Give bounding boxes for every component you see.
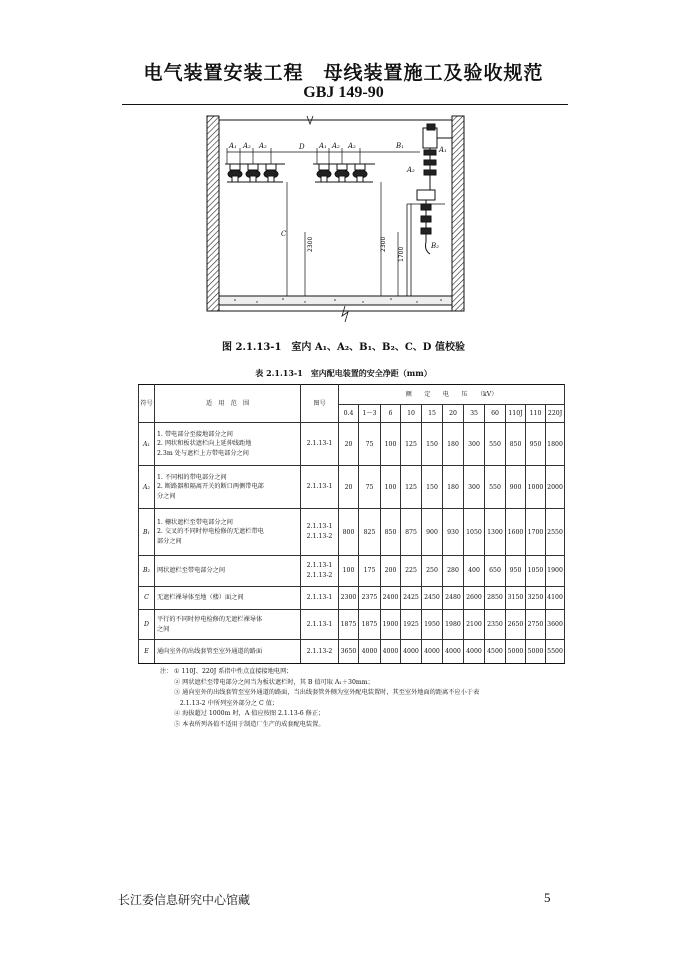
- label-a2-mid-b: A₂: [348, 142, 356, 150]
- clearance-value: 950: [506, 556, 526, 586]
- label-a2-left-b: A₂: [259, 142, 267, 150]
- clearance-value: 2400: [381, 586, 401, 610]
- clearance-value: 2550: [546, 509, 565, 556]
- header-voltage: 10: [401, 405, 422, 423]
- scope-line: 通向室外的出线套管至室外通道的路面: [157, 647, 263, 655]
- row-scope: [155, 640, 301, 664]
- clearance-value: 2650: [506, 610, 526, 640]
- header-voltage: 15: [422, 405, 443, 423]
- scope-line: 2.3m 处与遮栏上方带电部分之间: [157, 449, 249, 457]
- note-text: ④ 海拔超过 1000m 时，A 值应按图 2.1.13-6 修正；: [174, 710, 325, 717]
- clearance-value: 2480: [443, 586, 464, 610]
- right-wall: [452, 116, 464, 311]
- clearance-value: 2600: [464, 586, 485, 610]
- label-2300-a: 2300: [307, 236, 314, 252]
- clearance-value: 1700: [526, 509, 546, 556]
- clearance-value: 1000: [526, 466, 546, 509]
- row-figure-ref: [301, 610, 339, 640]
- scope-line: 1. 不同相的带电部分之间: [157, 473, 227, 481]
- figure-ref-line: 2.1.13-1: [306, 593, 333, 601]
- top-dimension-lines: [227, 148, 420, 164]
- clearance-value: 2300: [339, 586, 359, 610]
- clearance-value: 850: [381, 509, 401, 556]
- wall-bushing-assembly: [417, 124, 452, 254]
- page-number: 5: [544, 890, 551, 905]
- scope-line: 1. 栅状遮栏至带电部分之间: [157, 518, 233, 526]
- clearance-value: 4000: [464, 640, 485, 664]
- row-figure-ref: [301, 466, 339, 509]
- label-a2-left-a: A₂: [243, 142, 251, 150]
- row-scope: [155, 610, 301, 640]
- label-a1-mid: A₁: [319, 142, 327, 150]
- clearance-value: 875: [401, 509, 422, 556]
- left-wall: [207, 116, 219, 311]
- header-voltage: 110: [526, 405, 546, 423]
- clearance-value: 1600: [506, 509, 526, 556]
- table-row: [139, 556, 565, 586]
- header-rule: [122, 104, 568, 105]
- label-2300-b: 2300: [380, 236, 387, 252]
- clearance-value: 1900: [381, 610, 401, 640]
- clearance-value: 125: [401, 423, 422, 466]
- clearance-value: 3150: [506, 586, 526, 610]
- clearance-value: 800: [339, 509, 359, 556]
- clearance-table: [138, 384, 565, 664]
- clearance-value: 1925: [401, 610, 422, 640]
- clearance-value: 5000: [506, 640, 526, 664]
- header-symbol: 符号: [139, 385, 155, 423]
- clearance-value: 1050: [526, 556, 546, 586]
- clearance-value: 4000: [422, 640, 443, 664]
- figure-ref-line: 2.1.13-1: [306, 561, 333, 569]
- label-a2-right: A₂: [407, 166, 415, 174]
- clearance-value: 2750: [526, 610, 546, 640]
- table-title: 表 2.1.13-1 室内配电装置的安全净距（mm）: [255, 368, 432, 378]
- clearance-value: 180: [443, 423, 464, 466]
- figure-ref-line: 2.1.13-1: [306, 620, 333, 628]
- clearance-value: 1900: [546, 556, 565, 586]
- clearance-value: 650: [485, 556, 506, 586]
- clearance-value: 2425: [401, 586, 422, 610]
- scope-line: 2. 交叉的不同时停电检修的无遮栏带电: [157, 528, 264, 536]
- footer-source: 长江委信息研究中心馆藏: [118, 893, 251, 907]
- header-voltage: 6: [381, 405, 401, 423]
- label-b1: B₁: [396, 142, 404, 150]
- table-notes: [160, 667, 570, 730]
- row-figure-ref: [301, 509, 339, 556]
- scope-line: 平行的不同时停电检修的无遮栏裸导体: [157, 616, 263, 624]
- label-c: C: [281, 230, 287, 238]
- scope-line: 之间: [157, 625, 170, 633]
- clearance-value: 900: [506, 466, 526, 509]
- note-item: [160, 678, 570, 689]
- label-b2: B₂: [431, 242, 439, 250]
- header-voltage: 35: [464, 405, 485, 423]
- clearance-value: 400: [464, 556, 485, 586]
- table-row: [139, 640, 565, 664]
- scope-line: 1. 带电部分至接地部分之间: [157, 430, 233, 438]
- row-figure-ref: [301, 640, 339, 664]
- note-item: [160, 709, 570, 720]
- label-a1-left: A₁: [229, 142, 237, 150]
- header-voltage-group: 额 定 电 压 （kV）: [339, 385, 565, 405]
- clearance-value: 150: [422, 466, 443, 509]
- clearance-value: 1950: [422, 610, 443, 640]
- clearance-value: 900: [422, 509, 443, 556]
- clearance-value: 2350: [485, 610, 506, 640]
- row-scope: [155, 556, 301, 586]
- header-voltage: 20: [443, 405, 464, 423]
- standard-code: GBJ 149-90: [303, 84, 384, 101]
- scope-line: 部分之间: [157, 537, 182, 545]
- clearance-value: 180: [443, 466, 464, 509]
- row-symbol: D: [139, 610, 155, 640]
- clearance-value: 4500: [485, 640, 506, 664]
- row-figure-ref: [301, 586, 339, 610]
- scope-line: 2. 断路器和隔离开关的断口两侧带电部: [157, 483, 264, 491]
- table-row: [139, 423, 565, 466]
- clearance-value: 100: [381, 466, 401, 509]
- header-scope: 适 用 范 围: [155, 385, 301, 423]
- row-symbol: A₂: [139, 466, 155, 509]
- clearance-value: 4000: [381, 640, 401, 664]
- clearance-value: 2100: [464, 610, 485, 640]
- clearance-value: 280: [443, 556, 464, 586]
- header-figure: 图号: [301, 385, 339, 423]
- clearance-value: 1300: [485, 509, 506, 556]
- note-text: ⑤ 本表所列各值不适用于制造厂生产的成套配电装置。: [174, 720, 325, 728]
- clearance-value: 1980: [443, 610, 464, 640]
- clearance-value: 250: [422, 556, 443, 586]
- header-voltage: 110J: [506, 405, 526, 423]
- row-scope: [155, 509, 301, 556]
- label-1700: 1700: [398, 246, 405, 262]
- insulator-group-mid: [313, 164, 375, 182]
- document-title: 电气装置安装工程 母线装置施工及验收规范: [143, 62, 544, 84]
- clearance-value: 3650: [339, 640, 359, 664]
- note-text: ③ 通向室外的出线套管至室外通道的路面，当出线套管外侧为室外配电装置时，其至室外地面的距离不应小于表: [174, 689, 480, 696]
- scope-line: 2. 网状和板状遮栏向上延伸线距地: [157, 440, 252, 448]
- clearance-value: 225: [401, 556, 422, 586]
- clearance-value: 125: [401, 466, 422, 509]
- notes-lead: 注：: [160, 668, 173, 675]
- note-item: [160, 699, 570, 710]
- clearance-value: 4000: [359, 640, 381, 664]
- note-item: [160, 688, 570, 699]
- header-voltage: 1～3: [359, 405, 381, 423]
- label-d: D: [299, 143, 305, 151]
- header-voltage: 220J: [546, 405, 565, 423]
- clearance-value: 150: [422, 423, 443, 466]
- clearance-value: 20: [339, 423, 359, 466]
- scope-line: 网状遮栏至带电部分之间: [157, 567, 226, 575]
- row-symbol: B₂: [139, 556, 155, 586]
- table-row: [139, 586, 565, 610]
- figure-ref-line: 2.1.13-2: [306, 571, 333, 579]
- row-scope: [155, 423, 301, 466]
- clearance-value: 550: [485, 466, 506, 509]
- insulator-group-left: [225, 164, 285, 182]
- label-a2-mid-a: A₂: [332, 142, 340, 150]
- clearance-value: 75: [359, 466, 381, 509]
- table-row: [139, 466, 565, 509]
- clearance-value: 4100: [546, 586, 565, 610]
- clearance-value: 930: [443, 509, 464, 556]
- clearance-value: 2375: [359, 586, 381, 610]
- header-voltage: 0.4: [339, 405, 359, 423]
- clearance-value: 4000: [443, 640, 464, 664]
- note-item: [160, 720, 570, 731]
- row-symbol: C: [139, 586, 155, 610]
- clearance-value: 1800: [546, 423, 565, 466]
- row-figure-ref: [301, 556, 339, 586]
- header-voltage: 60: [485, 405, 506, 423]
- table-row: [139, 610, 565, 640]
- clearance-value: 300: [464, 423, 485, 466]
- row-figure-ref: [301, 423, 339, 466]
- clearance-value: 1875: [339, 610, 359, 640]
- clearance-value: 100: [339, 556, 359, 586]
- clearance-value: 175: [359, 556, 381, 586]
- clearance-value: 200: [381, 556, 401, 586]
- row-scope: [155, 466, 301, 509]
- clearance-value: 5000: [526, 640, 546, 664]
- row-scope: [155, 586, 301, 610]
- figure-ref-line: 2.1.13-1: [306, 440, 333, 448]
- figure-ref-line: 2.1.13-1: [306, 483, 333, 491]
- clearance-value: 2450: [422, 586, 443, 610]
- clearance-value: 3250: [526, 586, 546, 610]
- clearance-value: 3600: [546, 610, 565, 640]
- clearance-value: 300: [464, 466, 485, 509]
- clearance-value: 20: [339, 466, 359, 509]
- clearance-value: 4000: [401, 640, 422, 664]
- figure-ref-line: 2.1.13-2: [306, 533, 333, 541]
- label-a1-right: A₁: [439, 146, 447, 154]
- clearance-value: 950: [526, 423, 546, 466]
- clearance-value: 100: [381, 423, 401, 466]
- clearance-value: 1050: [464, 509, 485, 556]
- note-text: ② 网状遮栏至带电部分之间当为板状遮栏时，其 B 值可取 A₁＋30mm；: [174, 678, 374, 686]
- scope-line: 分之间: [157, 492, 176, 500]
- note-text: 2.1.13-2 中所列室外部分之 C 值；: [174, 699, 279, 707]
- figure-ref-line: 2.1.13-2: [306, 647, 333, 655]
- clearance-value: 825: [359, 509, 381, 556]
- table-row: [139, 509, 565, 556]
- clearance-diagram: [195, 112, 480, 334]
- note-item: [160, 667, 570, 678]
- clearance-value: 1875: [359, 610, 381, 640]
- clearance-value: 5500: [546, 640, 565, 664]
- clearance-value: 75: [359, 423, 381, 466]
- clearance-value: 2850: [485, 586, 506, 610]
- row-symbol: A₁: [139, 423, 155, 466]
- clearance-value: 850: [506, 423, 526, 466]
- scope-line: 无遮栏裸导体至地（楼）面之间: [157, 594, 244, 602]
- clearance-value: 2000: [546, 466, 565, 509]
- row-symbol: B₁: [139, 509, 155, 556]
- figure-ref-line: 2.1.13-1: [306, 523, 333, 531]
- row-symbol: E: [139, 640, 155, 664]
- note-text: ① 110J、220J 系指中性点直接接地电网；: [174, 668, 293, 675]
- clearance-value: 550: [485, 423, 506, 466]
- figure-caption: 图 2.1.13-1 室内 A₁、A₂、B₁、B₂、C、D 值校验: [222, 342, 465, 353]
